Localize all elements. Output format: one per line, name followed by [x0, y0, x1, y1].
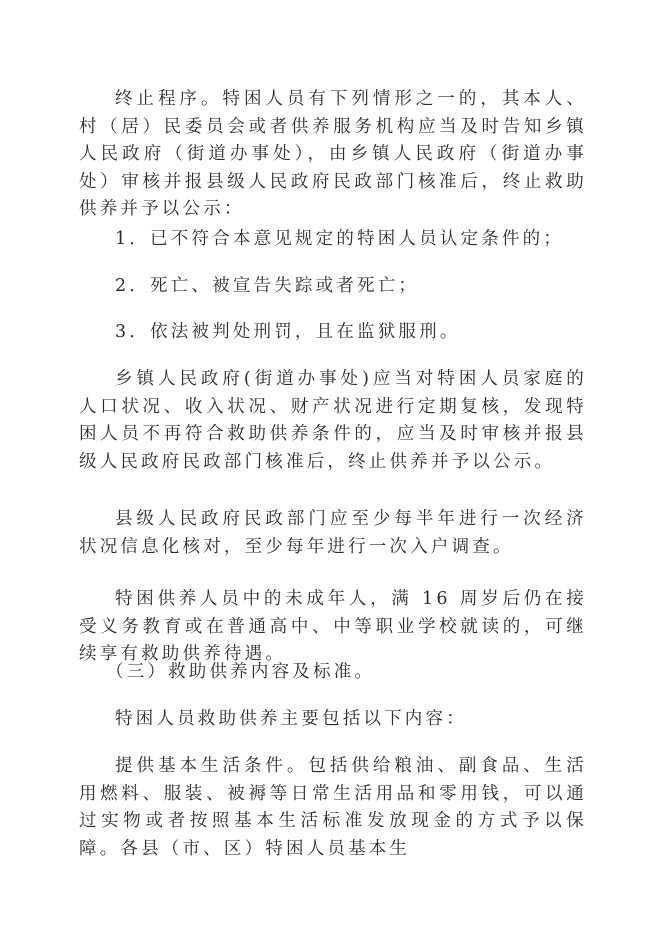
- list-item-2: 2．死亡、被宣告失踪或者死亡；: [115, 276, 420, 296]
- paragraph-minors: 特困供养人员中的未成年人，满 16 周岁后仍在接受义务教育或在普通高中、中等职业学校就读的，可继续享有救助供养待遇。: [79, 589, 587, 664]
- section-heading: （三）救助供养内容及标准。: [106, 662, 376, 682]
- list-item-1: 1．已不符合本意见规定的特困人员认定条件的；: [115, 229, 565, 249]
- paragraph-basic-living: 提供基本生活条件。包括供给粮油、副食品、生活用燃料、服装、被褥等日常生活用品和零用钱，可以通过实物或者按照基本生活标准发放现金的方式予以保障。各县（市、区）特困人员基本生: [79, 756, 587, 859]
- list-item-3: 3．依法被判处刑罚，且在监狱服刑。: [115, 322, 461, 342]
- paragraph-content-intro: 特困人员救助供养主要包括以下内容：: [115, 709, 467, 729]
- paragraph-periodic-review: 乡镇人民政府(街道办事处)应当对特困人员家庭的人口状况、收入状况、财产状况进行定期复核，发现特困人员不再符合救助供养条件的，应当及时审核并报县级人民政府民政部门核准后，终止供养并予以公示。: [79, 369, 587, 472]
- paragraph-verification: 县级人民政府民政部门应至少每半年进行一次经济状况信息化核对，至少每年进行一次入户调查。: [79, 509, 587, 557]
- paragraph-termination-procedure: 终止程序。特困人员有下列情形之一的，其本人、村（居）民委员会或者供养服务机构应当及时告知乡镇人民政府（街道办事处），由乡镇人民政府（街道办事处）审核并报县级人民政府民政部门核准后，终止救助供养并予以公示：: [79, 89, 587, 219]
